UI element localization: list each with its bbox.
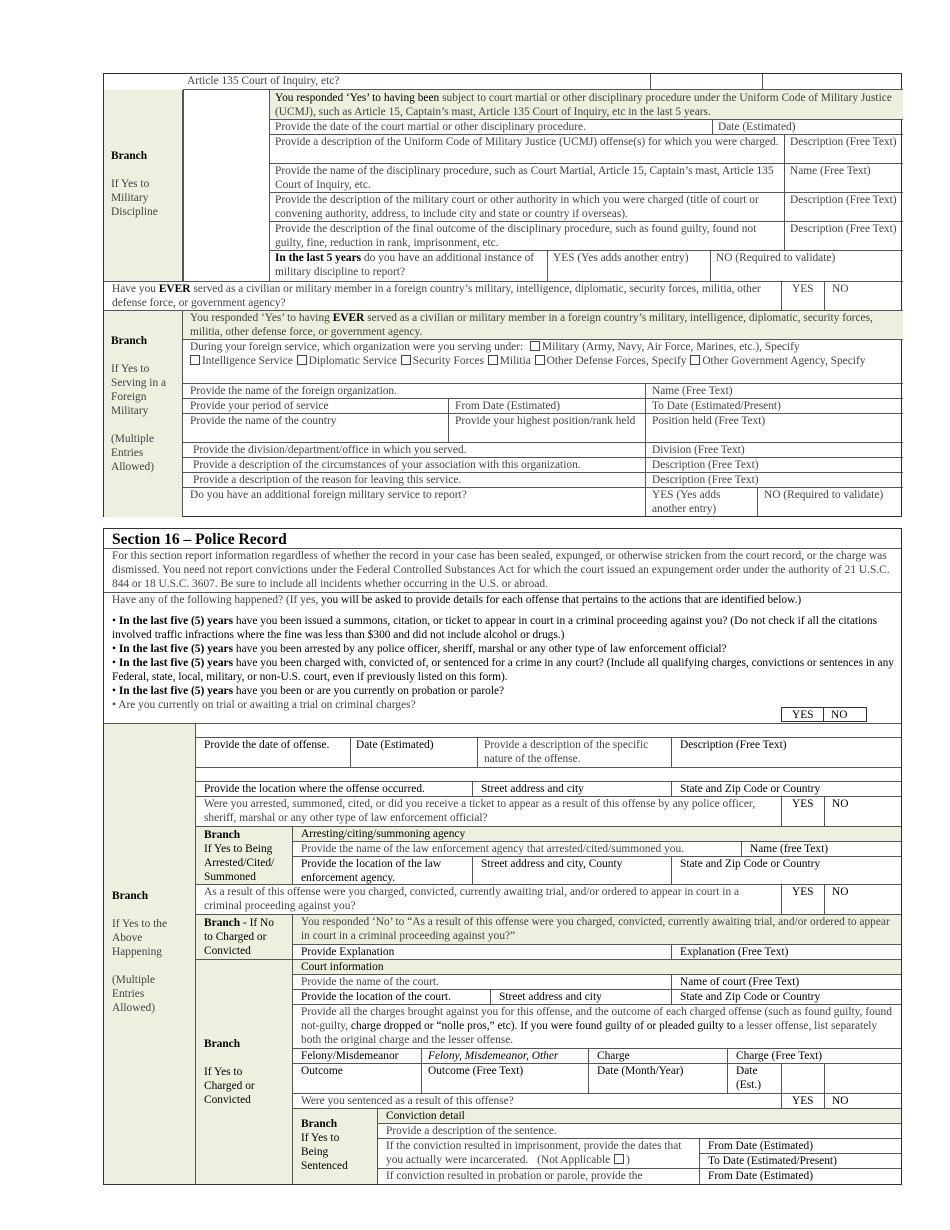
date-empty-2 [825,1064,901,1094]
a-court-name[interactable]: Name of court (Free Text) [672,975,901,990]
q-agency: Provide the name of the law enforcement agency that arrested/cited/summoned you. [293,842,742,857]
a-court[interactable]: Description (Free Text) [785,193,903,222]
charged-branch-label [196,1037,293,1107]
a-state-zip[interactable]: State and Zip Code or Country [672,782,901,797]
checkbox[interactable] [297,355,307,365]
a-court-street[interactable]: Street address and city [491,990,672,1005]
a-prob-from[interactable]: From Date (Estimated) [708,1170,814,1182]
a-from-date[interactable]: From Date (Estimated) [449,399,646,414]
date-month-year[interactable]: Date (Month/Year) [589,1064,728,1094]
section-intro: For this section report information regardless of whether the record in your case has been sealed, expunged, or otherwise stricken from the court record, or the charge was dismissed. You need not report convictions under the Federal Controlled Substances Act for which the court issued an expungement order under the authority of 21 U.S.C. 844 or 18 U.S.C. 3607. Be sure to include all incidents whether occurring in the U.S. or abroad. [104,549,901,593]
no-required[interactable]: NO (Required to validate) [711,251,903,282]
checkbox[interactable] [401,355,411,365]
a-offense-date[interactable]: Date (Estimated) [351,738,478,768]
date-est[interactable]: Date (Est.) [728,1064,782,1094]
branch-title: Branch [301,1118,338,1130]
happened-yes[interactable]: YES [781,707,824,722]
branch-condition: If Yes to the Above Happening [112,918,168,958]
branch-multiple: (Multiple Entries Allowed) [112,974,156,1014]
q-probation: If conviction resulted in probation or parole, provide the [378,1169,700,1184]
checkbox[interactable] [535,355,545,365]
military-intro: You responded ‘Yes’ to having been subject to court martial or other disciplinary procedure under the Uniform Code of Military Justice (UCMJ), such as Article 15, Captain’s mast, Article 135 Court of Inquiry, etc in the last 5 years. [269,90,903,120]
a-explanation[interactable]: Explanation (Free Text) [672,945,901,960]
date-empty-1 [782,1064,825,1094]
branch-condition: If Yes to Being Arrested/Cited/ Summoned [204,843,275,883]
q-incarceration: If the conviction resulted in imprisonment, provide the dates that you actually were incarcerated. (Not Applicable ) [378,1139,700,1169]
checkbox[interactable] [190,355,200,365]
not-applicable-checkbox[interactable] [614,1154,624,1164]
a-agency[interactable]: Name (free Text) [742,842,901,857]
q-court: Provide the description of the military court or other authority in which you were charged (title of court or convening authority, address, to include city and state or country if overseas). [269,193,785,222]
yes-add-entry[interactable]: YES (Yes adds another entry) [548,251,711,282]
branch-title: Branch [111,150,148,162]
q-offense-date: Provide the date of offense. [196,738,351,768]
branch-multiple: (Multiple Entries Allowed) [111,433,155,473]
no-intro: You responded ‘No’ to “As a result of this offense were you charged, convicted, currently awaiting trial, and/or ordered to appear in court in a criminal proceeding against you?” [293,915,901,945]
q-division: Provide the division/department/office in which you served. [183,443,646,458]
q-charged: As a result of this offense were you charged, convicted, currently awaiting trial, and/or ordered to appear in court in a criminal proceeding against you? [196,885,782,915]
charged-no[interactable]: NO [825,885,901,915]
branch-title: Branch [112,890,149,902]
foreign-org-options: During your foreign service, which organization were you serving under: Military (Army, Navy, Air Force, Marines, etc.), Specify Intelligence Service Diplomatic Service Security Forces Militia Other Defense Forces, Specify Other Government Agency, Specify [183,340,903,384]
q-sentenced: Were you sentenced as a result of this offense? [293,1094,782,1109]
a-outcome[interactable]: Description (Free Text) [785,222,903,251]
branch-condition: If Yes to Charged or Convicted [204,1066,255,1106]
checkbox[interactable] [690,355,700,365]
a-incarc-from[interactable]: From Date (Estimated) [700,1139,901,1154]
sentenced-no[interactable]: NO [825,1094,901,1109]
felony-label: Felony/Misdemeanor [293,1049,422,1064]
section16-table [103,528,902,1185]
military-foreign-table [103,73,902,517]
q-arrested: Were you arrested, summoned, cited, or did you receive a ticket to appear as a result of this offense by any police officer, sheriff, marshal or any other type of law enforcement official? [196,797,782,827]
checkbox[interactable] [530,341,540,351]
q-circumstances: Provide a description of the circumstances of your association with this organization. [183,458,646,473]
arrested-yes[interactable]: YES [782,797,825,827]
a-incarc-to[interactable]: To Date (Estimated/Present) [700,1154,901,1169]
q-explanation: Provide Explanation [293,945,672,960]
charge-label: Charge [589,1049,728,1064]
sentenced-branch-label [293,1117,378,1173]
a-date[interactable]: Date (Estimated) [713,120,903,135]
q-name: Provide the name of the disciplinary procedure, such as Court Martial, Article 15, Captain’s mast, Article 135 Court of Inquiry, etc. [269,164,785,193]
q-reason: Provide a description of the reason for leaving this service. [183,473,646,488]
a-desc[interactable]: Description (Free Text) [785,135,903,164]
q-date: Provide the date of the court martial or other disciplinary procedure. [269,120,713,135]
a-agency-street[interactable]: Street address and city, County [473,857,672,885]
foreign-no[interactable]: NO [825,282,903,311]
a-court-state[interactable]: State and Zip Code or Country [672,990,901,1005]
yes-add-foreign[interactable]: YES (Yes adds another entry) [646,488,758,517]
arrest-header: Arresting/citing/summoning agency [293,827,901,842]
a-division[interactable]: Division (Free Text) [646,443,903,458]
charged-yes[interactable]: YES [782,885,825,915]
q-more-foreign: Do you have an additional foreign military service to report? [183,488,646,517]
q-charges: Provide all the charges brought against you for this offense, and the outcome of each charged offense (such as found guilty, found not-guilty, charge dropped or “nolle pros,” etc). If you were found guilty of or pleaded guilty to a lesser offense, list separately both the original charge and the lesser offense. [293,1005,901,1049]
section-title: Section 16 – Police Record [104,529,901,549]
sentenced-yes[interactable]: YES [782,1094,825,1109]
arrested-no[interactable]: NO [825,797,901,827]
foreign-yes[interactable]: YES [782,282,825,311]
foreign-question: Have you EVER served as a civilian or military member in a foreign country’s military, intelligence, diplomatic, security forces, militia, other defense force, or government agency? [104,282,782,311]
q-foreign-org: Provide the name of the foreign organization. [183,384,646,399]
q-location: Provide the location where the offense occurred. [196,782,473,797]
q-period: Provide your period of service [183,399,449,414]
q-nature: Provide a description of the specific nature of the offense. [478,738,672,768]
branch-condition: If Yes to Military Discipline [111,178,158,218]
q-sentence-desc: Provide a description of the sentence. [378,1124,901,1139]
branch-title: Branch [204,829,241,841]
a-nature[interactable]: Description (Free Text) [672,738,901,768]
a-name[interactable]: Name (Free Text) [785,164,903,193]
q-agency-location: Provide the location of the law enforcement agency. [293,857,473,885]
happened-question: Have any of the following happened? (If yes, you will be asked to provide details for each offense that pertains to the actions that are identified below.) • In the last five (5) years have you been issued a summons, citation, or ticket to appear in court in a criminal proceeding against you? (Do not check if all the citations involved traffic infractions where the fine was less than $300 and did not include alcohol or drugs.) • In the last five (5) years have you been arrested by any police officer, sheriff, marshal or any other type of law enforcement official? • In the last five (5) years have you been charged with, convicted of, or sentenced for a crime in any court? (Include all qualifying charges, convictions or sentences in any Federal, state, local, military, or non-U.S. court, even if previously listed on this form). • In the last five (5) years have you been or are you currently on probation or parole? • Are you currently on trial or awaiting a trial on criminal charges? [112,594,894,711]
top-row-text: Article 135 Court of Inquiry, etc? [183,74,651,90]
a-reason[interactable]: Description (Free Text) [646,473,903,488]
top-row-empty [651,74,763,90]
arrest-branch-label [196,828,293,884]
a-position[interactable]: Position held (Free Text) [646,414,903,443]
court-header: Court information [293,960,901,975]
a-to-date[interactable]: To Date (Estimated/Present) [646,399,903,414]
happened-no[interactable]: NO [824,707,867,722]
branch-condition: If Yes to Serving in a Foreign Military [111,363,167,417]
branch-title: Branch [204,1038,241,1050]
a-agency-state[interactable]: State and Zip Code or Country [672,857,901,885]
q-more-discipline: In the last 5 years do you have an additional instance of military discipline to report? [269,251,548,282]
outcome-label: Outcome [293,1064,422,1094]
q-outcome: Provide the description of the final outcome of the disciplinary procedure, such as found guilty, found not guilty, fine, reduction in rank, imprisonment, etc. [269,222,785,251]
foreign-intro: You responded ‘Yes’ to having EVER served as a civilian or military member in a foreign country’s military, intelligence, diplomatic, security forces, militia, other defense force, or government agency. [183,311,903,340]
foreign-branch-label [104,334,183,474]
q-rank: Provide your highest position/rank held [449,414,646,443]
branch-condition: If Yes to Being Sentenced [301,1132,348,1172]
no-required-foreign[interactable]: NO (Required to validate) [764,489,884,501]
conviction-header: Conviction detail [378,1109,901,1124]
q-court-name: Provide the name of the court. [293,975,672,990]
military-branch-label [104,149,183,219]
q-country: Provide the name of the country [183,414,449,443]
a-outcome[interactable]: Outcome (Free Text) [422,1064,589,1094]
no-branch-label: Branch - If No to Charged or Convicted [204,917,274,957]
a-charge[interactable]: Charge (Free Text) [728,1049,901,1064]
a-street[interactable]: Street address and city [473,782,672,797]
branch-title: Branch [111,335,148,347]
q-court-location: Provide the location of the court. [293,990,491,1005]
checkbox[interactable] [488,355,498,365]
a-foreign-org[interactable]: Name (Free Text) [646,384,903,399]
a-circumstances[interactable]: Description (Free Text) [646,458,903,473]
felony-options[interactable]: Felony, Misdemeanor, Other [422,1049,589,1064]
q-desc: Provide a description of the Uniform Code of Military Justice (UCMJ) offense(s) for which you were charged. [269,135,785,164]
outer-branch-label [104,889,196,1015]
